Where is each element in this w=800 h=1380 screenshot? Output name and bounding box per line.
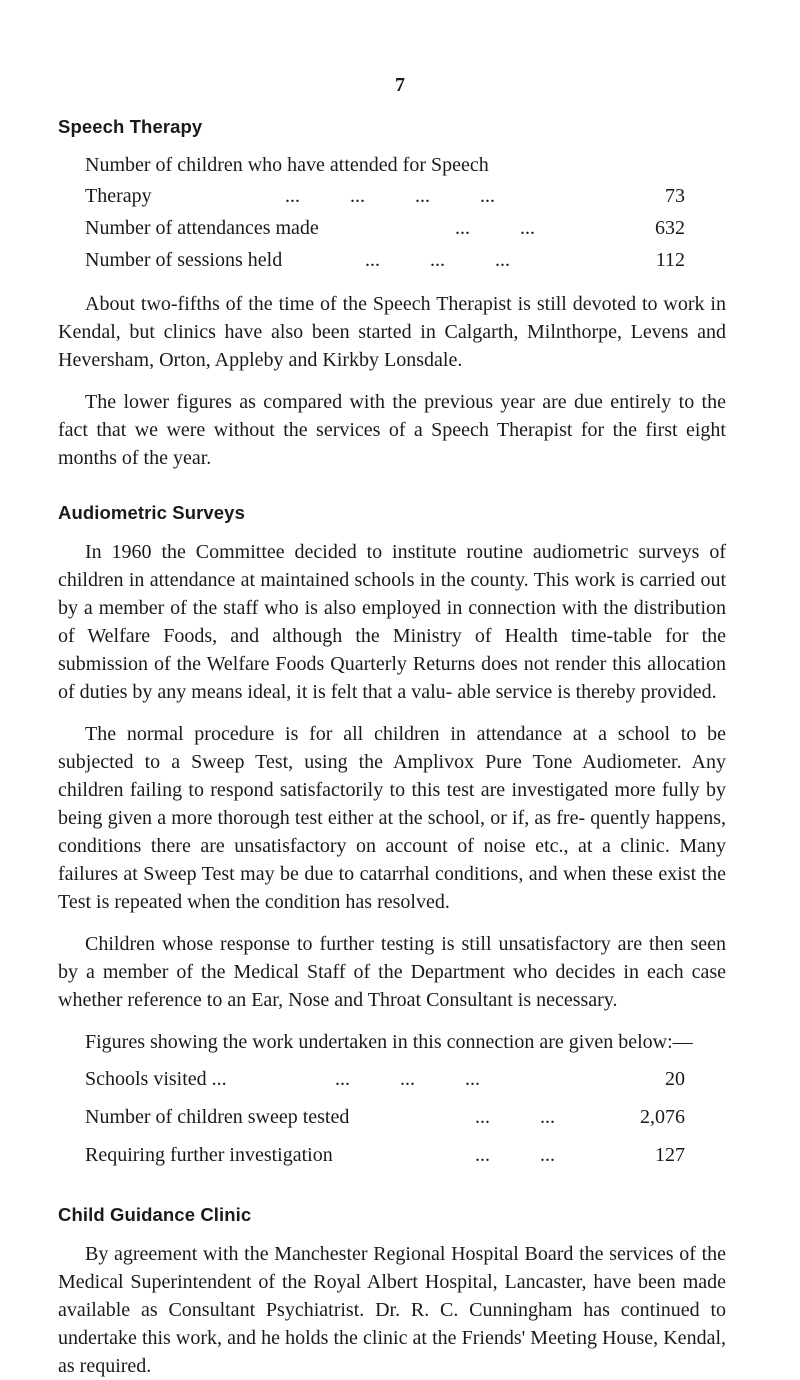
stat-row — [85, 180, 685, 212]
stat-leader-dots: ... ... — [475, 1144, 555, 1166]
speech-therapy-stats — [85, 150, 685, 276]
paragraph: Children whose response to further testing is still unsatisfactory are then seen by a member of the Medical Staff of the Department who decides in each case whether reference to an Ear, Nose and Throat Consultant is necessary. — [58, 933, 726, 1011]
page-number: 7 — [395, 74, 405, 96]
paragraph: The normal procedure is for all children in attendance at a school to be subjected to a Sweep Test, using the Amplivox Pure Tone Audiometer. Any children failing to respond satisfactorily to this test are investigated more fully by being given a more thorough test either at the school, or if, as fre- quently happens, conditions there are unsatisfactory on account of noise etc., at a clinic. Many failures at Sweep Test may be due to catarrhal conditions, and when these exist the Test is repeated when the condition has resolved. — [58, 723, 726, 913]
audiometric-stats — [85, 1060, 685, 1174]
stat-value: 632 — [655, 217, 685, 239]
stat-label: Requiring further investigation — [85, 1144, 333, 1166]
stat-leader-dots: ... ... — [455, 217, 535, 239]
stat-label: Number of children sweep tested — [85, 1106, 350, 1128]
stat-label: Number of children who have attended for Speech — [85, 154, 489, 176]
paragraph: About two-fifths of the time of the Speech Therapist is still devoted to work in Kendal, but clinics have also been started in Calgarth, Milnthorpe, Levens and Heversham, Orton, Appleby and Kirkby Lonsdale. — [58, 293, 726, 371]
page-content — [58, 116, 726, 1380]
audiometric-surveys-heading: Audiometric Surveys — [58, 502, 245, 523]
stat-leader-dots: ... ... ... ... — [285, 185, 495, 207]
stat-leader-dots: ... ... ... — [335, 1068, 480, 1090]
stat-row — [85, 212, 685, 244]
stat-value: 20 — [665, 1068, 685, 1090]
speech-therapy-heading: Speech Therapy — [58, 116, 203, 137]
stat-row — [85, 1060, 685, 1098]
stat-row — [85, 1136, 685, 1174]
paragraph: By agreement with the Manchester Regional Hospital Board the services of the Medical Superintendent of the Royal Albert Hospital, Lancaster, have been made available as Consultant Psychiatrist. Dr. R. C. Cunningham has continued to undertake this work, and he holds the clinic at the Friends' Meeting House, Kendal, as required. — [58, 1243, 726, 1377]
stat-leader-dots: ... ... ... — [365, 249, 510, 271]
stat-label: Number of sessions held — [85, 249, 283, 271]
stat-value: 2,076 — [640, 1106, 685, 1128]
stat-label: Schools visited ... — [85, 1068, 227, 1090]
child-guidance-heading: Child Guidance Clinic — [58, 1204, 252, 1225]
stat-value: 127 — [655, 1144, 685, 1166]
stat-leader-dots: ... ... — [475, 1106, 555, 1128]
stat-label: Number of attendances made — [85, 217, 319, 239]
paragraph: The lower figures as compared with the previous year are due entirely to the fact that we were without the services of a Speech Therapist for the first eight months of the year. — [58, 391, 726, 469]
stat-row — [85, 244, 685, 276]
paragraph: Figures showing the work undertaken in this connection are given below:— — [85, 1031, 693, 1053]
stat-row — [85, 1098, 685, 1136]
stat-value: 112 — [655, 249, 685, 271]
paragraph: In 1960 the Committee decided to institute routine audiometric surveys of children in attendance at maintained schools in the county. This work is carried out by a member of the staff who is also employed in connection with the distribution of Welfare Foods, and although the Ministry of Health time-table for the submission of the Welfare Foods Quarterly Returns does not render this allocation of duties by any means ideal, it is felt that a valu- able service is thereby provided. — [58, 541, 726, 703]
stat-label: Therapy — [85, 185, 152, 207]
stat-value: 73 — [665, 185, 685, 207]
stat-row — [85, 150, 685, 180]
